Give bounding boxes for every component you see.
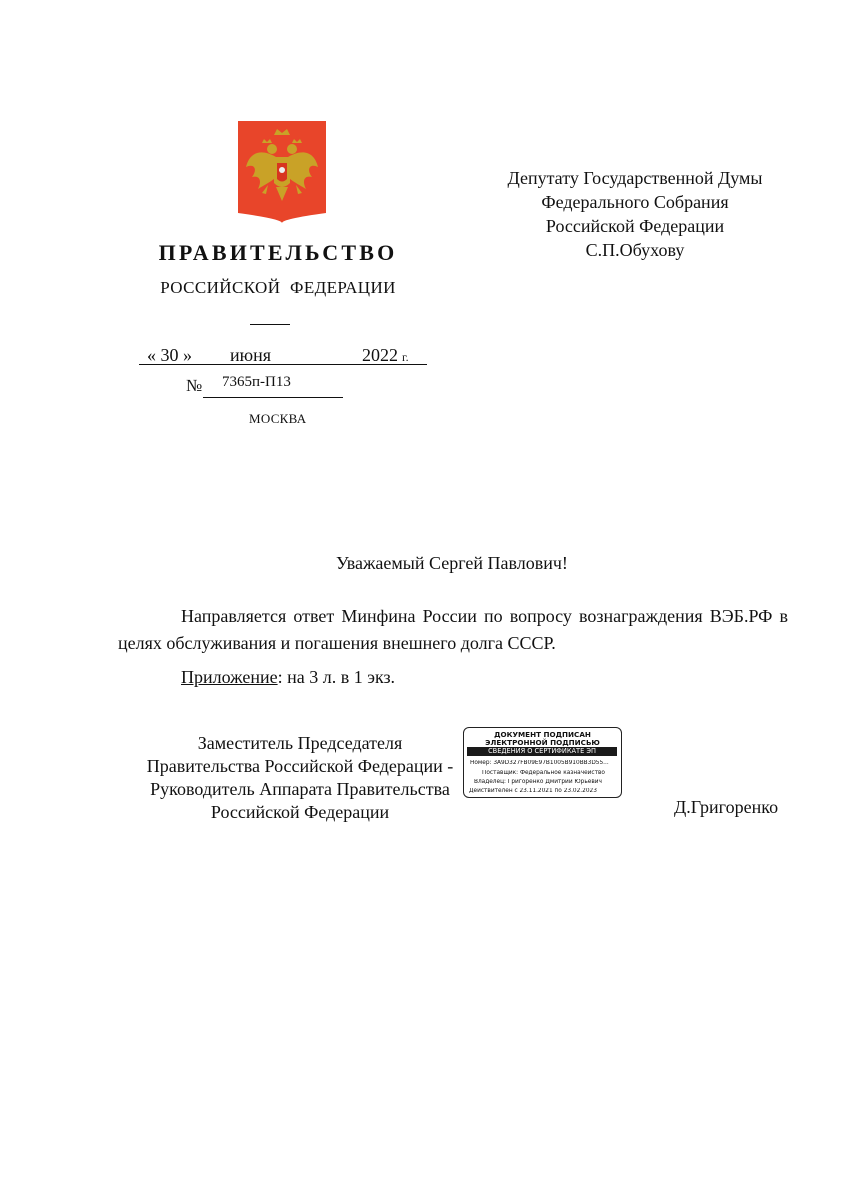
signer-name: Д.Григоренко xyxy=(674,797,779,817)
signer-title-line: Российской Федерации xyxy=(210,802,390,822)
organization-subtitle: РОССИЙСКОЙ ФЕДЕРАЦИИ xyxy=(160,278,396,297)
attachment-line xyxy=(181,667,395,688)
stamp-header-line: ДОКУМЕНТ ПОДПИСАН xyxy=(494,730,591,739)
signer-title-line: Руководитель Аппарата Правительства xyxy=(150,779,450,799)
letterhead-divider xyxy=(250,324,290,325)
signer-title xyxy=(130,732,470,824)
addressee-line: Российской Федерации xyxy=(545,216,725,236)
body-paragraph: Направляется ответ Минфина России по вопросу вознаграждения ВЭБ.РФ в целях обслуживания и погашения внешнего долга СССР. xyxy=(118,606,788,653)
date-year: 2022 xyxy=(362,345,398,365)
attachment-label: Приложение xyxy=(181,667,278,687)
addressee-name: С.П.Обухову xyxy=(585,240,685,260)
stamp-certificate-bar: СВЕДЕНИЯ О СЕРТИФИКАТЕ ЭП xyxy=(467,747,617,756)
salutation: Уважаемый Сергей Павлович! xyxy=(336,553,568,573)
stamp-certificate-number: Номер: 3A9D327FB09E97B1005B910BB3D55... xyxy=(470,760,609,766)
number-sign: № xyxy=(186,376,203,395)
addressee-line: Федерального Собрания xyxy=(541,192,729,212)
number-underline xyxy=(203,397,343,398)
organization-title: ПРАВИТЕЛЬСТВО xyxy=(158,240,398,265)
date-day: « 30 » xyxy=(147,345,192,365)
e-signature-stamp xyxy=(463,727,622,798)
signer-title-line: Заместитель Председателя xyxy=(197,733,403,753)
signer-title-line: Правительства Российской Федерации - xyxy=(146,756,454,776)
stamp-owner: Владелец: Григоренко Дмитрий Юрьевич xyxy=(474,779,602,785)
date-underline xyxy=(139,364,427,365)
attachment-text: : на 3 л. в 1 экз. xyxy=(277,667,396,687)
stamp-validity: Действителен с 23.11.2021 по 23.02.2023 xyxy=(469,788,597,794)
addressee-line: Депутату Государственной Думы xyxy=(507,168,763,188)
coat-of-arms-emblem xyxy=(238,121,326,223)
date-year-suffix: г. xyxy=(402,350,409,364)
stamp-issuer: Поставщик: Федеральное казначейство xyxy=(482,770,605,776)
date-month: июня xyxy=(230,345,271,365)
city: МОСКВА xyxy=(249,411,307,426)
document-number: 7365п-П13 xyxy=(222,374,291,390)
addressee-block xyxy=(475,166,795,238)
stamp-header-line: ЭЛЕКТРОННОЙ ПОДПИСЬЮ xyxy=(485,738,600,747)
